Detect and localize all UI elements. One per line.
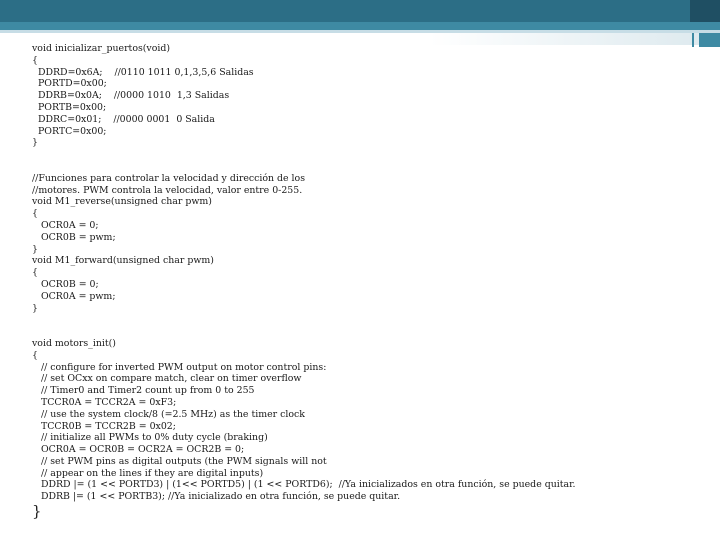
code-line: void inicializar_puertos(void): [32, 43, 171, 54]
code-block-motors-init: [32, 338, 712, 519]
code-line: OCR0B = 0;: [32, 278, 99, 290]
code-line: DDRD |= (1 << PORTD3) | (1<< PORTD5) | (1 << PORTD6); //Ya inicializados en otra función, se puede quitar.: [32, 479, 576, 491]
code-line: void M1_reverse(unsigned char pwm): [32, 196, 212, 208]
blank-line: [32, 161, 712, 173]
code-line: OCR0A = pwm;: [32, 290, 116, 302]
code-line: TCCR0A = TCCR2A = 0xF3;: [32, 396, 177, 408]
code-line: // set PWM pins as digital outputs (the PWM signals will not: [32, 455, 327, 467]
code-line: TCCR0B = TCCR2B = 0x02;: [32, 420, 176, 432]
code-line: DDRC=0x01; //0000 0001 0 Salida: [32, 113, 215, 125]
code-line: // use the system clock/8 (=2.5 MHz) as the timer clock: [32, 408, 305, 420]
slide-header-stripe: [0, 22, 720, 30]
code-closing-brace: }: [32, 502, 42, 521]
code-line: PORTB=0x00;: [32, 101, 107, 113]
blank-line: [32, 326, 712, 338]
code-line: // configure for inverted PWM output on motor control pins:: [32, 361, 327, 373]
code-line: PORTD=0x00;: [32, 78, 107, 90]
slide-header-band: [0, 0, 720, 22]
code-line: DDRB=0x0A; //0000 1010 1,3 Salidas: [32, 90, 230, 102]
code-block-motor-functions: [32, 173, 712, 315]
code-block-inicializar-puertos: [32, 43, 712, 149]
code-line: void motors_init(): [32, 337, 116, 349]
code-line: // appear on the lines if they are digital inputs): [32, 467, 264, 479]
code-line: // Timer0 and Timer2 count up from 0 to 255: [32, 385, 255, 397]
code-line: PORTC=0x00;: [32, 125, 107, 137]
blank-line: [32, 149, 712, 161]
code-line: //Funciones para controlar la velocidad y dirección de los: [32, 172, 306, 184]
blank-line: [32, 314, 712, 326]
slide-header-dark-corner: [690, 0, 720, 22]
code-line: void M1_forward(unsigned char pwm): [32, 255, 214, 267]
code-line: {: [32, 54, 38, 66]
code-line: }: [32, 302, 38, 314]
code-line: //motores. PWM controla la velocidad, valor entre 0-255.: [32, 184, 303, 196]
code-line: }: [32, 137, 38, 149]
code-line: DDRD=0x6A; //0110 1011 0,1,3,5,6 Salidas: [32, 66, 254, 78]
code-line: {: [32, 267, 38, 279]
code-line: OCR0A = 0;: [32, 219, 99, 231]
code-line: }: [32, 243, 38, 255]
code-line: DDRB |= (1 << PORTB3); //Ya inicializado en otra función, se puede quitar.: [32, 491, 401, 503]
code-line: OCR0A = OCR0B = OCR2A = OCR2B = 0;: [32, 444, 245, 456]
code-line: {: [32, 208, 38, 220]
code-line: // set OCxx on compare match, clear on timer overflow: [32, 373, 302, 385]
code-listing: [32, 43, 712, 519]
code-line: // initialize all PWMs to 0% duty cycle (braking): [32, 432, 268, 444]
code-line: {: [32, 349, 38, 361]
code-line: OCR0B = pwm;: [32, 231, 116, 243]
